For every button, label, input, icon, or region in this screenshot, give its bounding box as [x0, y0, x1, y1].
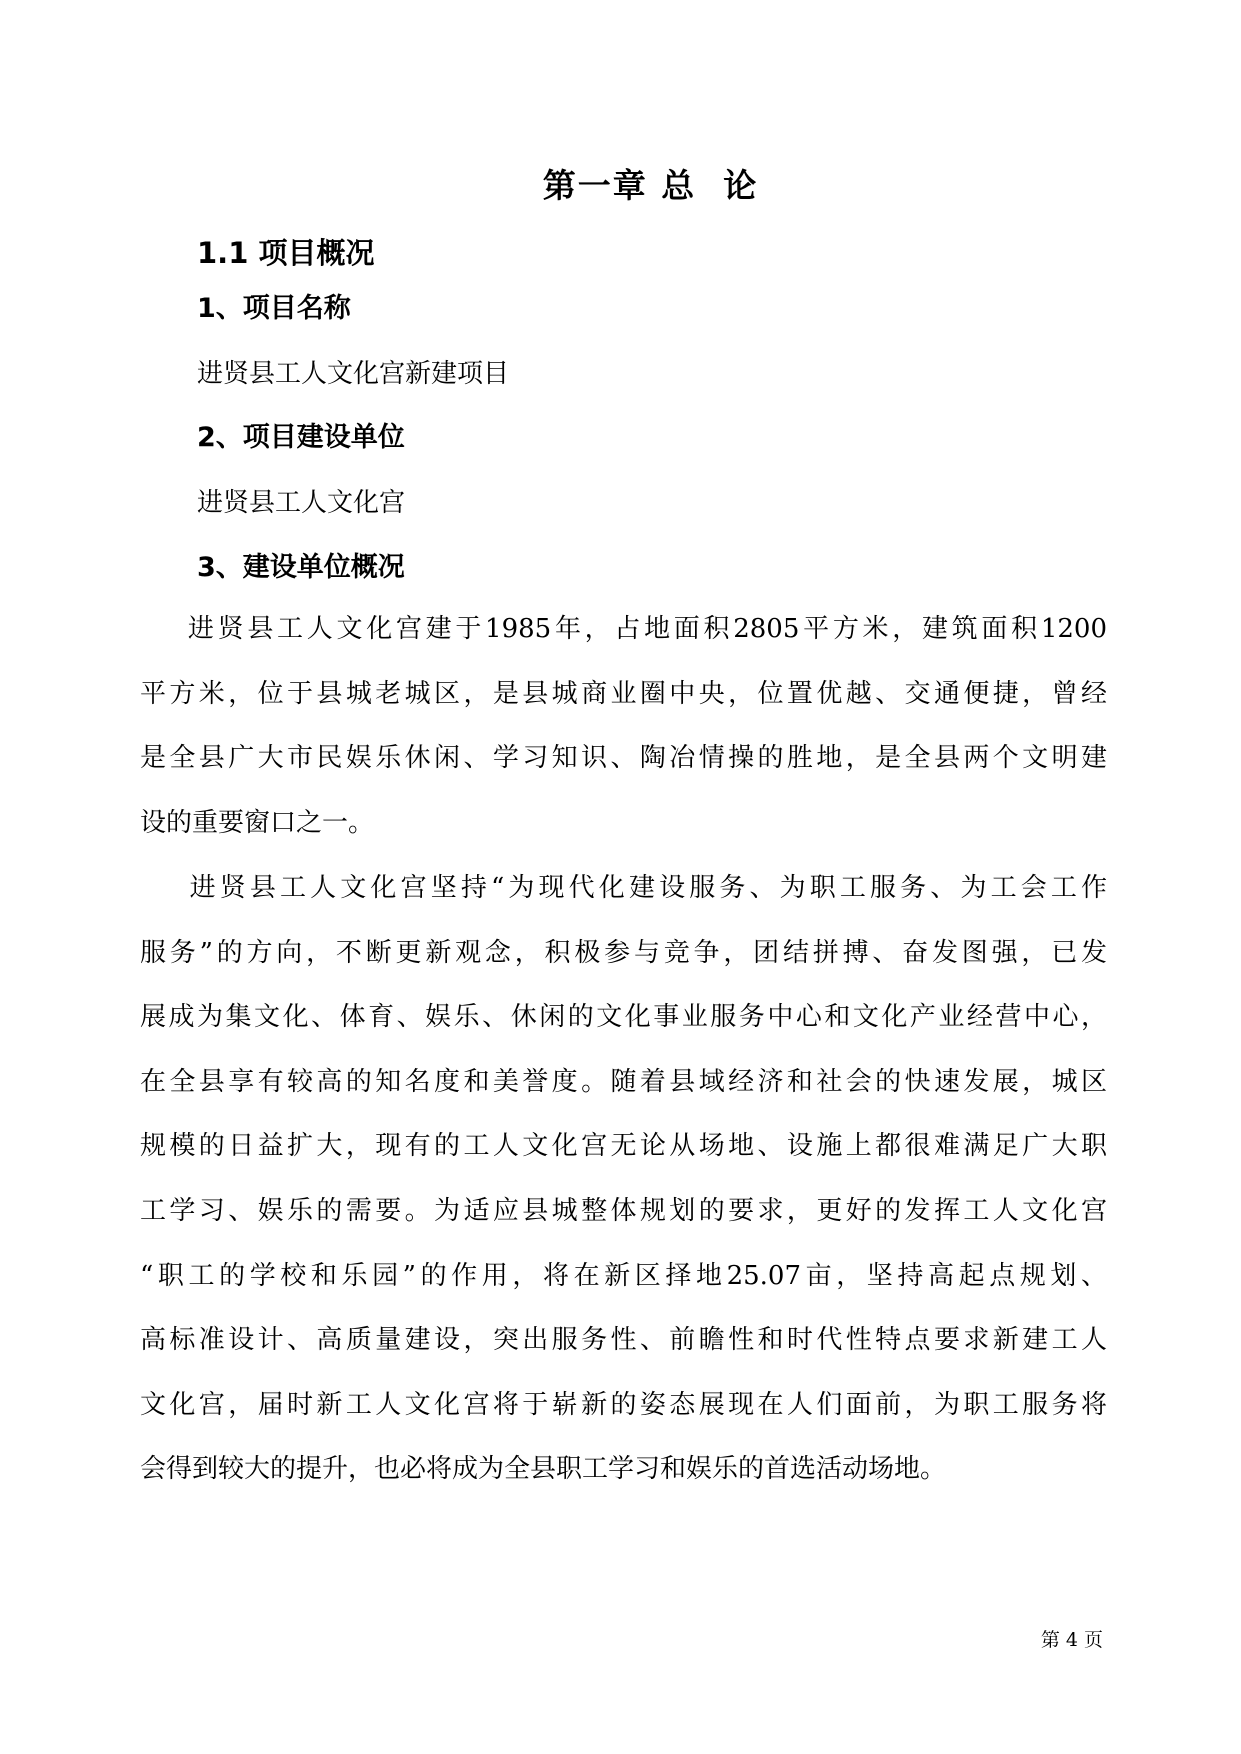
- paragraph-line: 进贤县工人文化宫坚持“为现代化建设服务、为职工服务、为工会工作: [140, 873, 1107, 903]
- paragraph-line: 高标准设计、高质量建设，突出服务性、前瞻性和时代性特点要求新建工人: [140, 1325, 1107, 1356]
- page-number: 第 4 页: [1040, 1629, 1103, 1651]
- chapter-title: 第一章 总 论: [542, 166, 759, 205]
- paragraph-line: 会得到较大的提升，也必将成为全县职工学习和娱乐的首选活动场地。: [140, 1454, 947, 1485]
- item-content-project-name: 进贤县工人文化宫新建项目: [197, 359, 510, 389]
- paragraph-line: 文化宫，届时新工人文化宫将于崭新的姿态展现在人们面前，为职工服务将: [140, 1389, 1107, 1420]
- paragraph-1: [140, 597, 1107, 855]
- paragraph-line: “职工的学校和乐园”的作用，将在新区择地25.07亩，坚持高起点规划、: [140, 1260, 1107, 1291]
- item-heading-project-name: 1、项目名称: [197, 293, 351, 324]
- paragraph-line: 是全县广大市民娱乐休闲、学习知识、陶冶情操的胜地，是全县两个文明建: [140, 743, 1107, 774]
- paragraph-line: 进贤县工人文化宫建于1985年，占地面积2805平方米，建筑面积1200: [140, 614, 1107, 644]
- paragraph-line: 展成为集文化、体育、娱乐、休闲的文化事业服务中心和文化产业经营中心，: [140, 1002, 1107, 1033]
- section-heading: 1.1 项目概况: [197, 236, 375, 270]
- paragraph-line: 服务”的方向，不断更新观念，积极参与竞争，团结拼搏、奋发图强，已发: [140, 937, 1107, 968]
- item-heading-unit-overview: 3、建设单位概况: [197, 552, 405, 583]
- item-heading-construction-unit: 2、项目建设单位: [197, 422, 405, 453]
- paragraph-line: 在全县享有较高的知名度和美誉度。随着县域经济和社会的快速发展，城区: [140, 1066, 1107, 1097]
- paragraph-line: 平方米，位于县城老城区，是县城商业圈中央，位置优越、交通便捷，曾经: [140, 678, 1107, 709]
- paragraph-2: [140, 856, 1107, 1502]
- item-content-construction-unit: 进贤县工人文化宫: [197, 488, 406, 518]
- paragraph-line: 设的重要窗口之一。: [140, 807, 375, 838]
- paragraph-line: 工学习、娱乐的需要。为适应县城整体规划的要求，更好的发挥工人文化宫: [140, 1195, 1107, 1226]
- paragraph-line: 规模的日益扩大，现有的工人文化宫无论从场地、设施上都很难满足广大职: [140, 1131, 1107, 1162]
